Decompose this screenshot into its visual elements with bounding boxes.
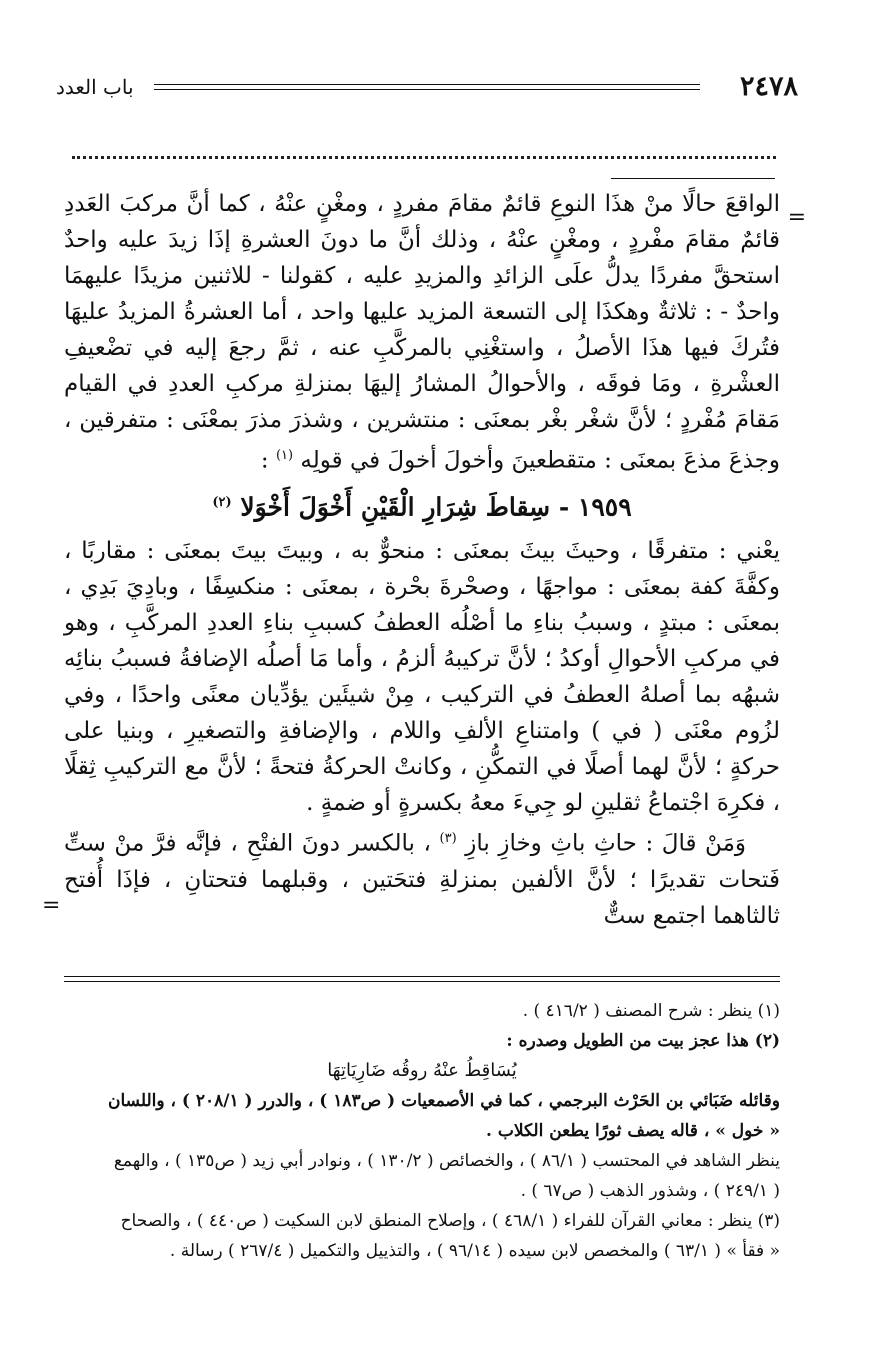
text-line: بمنزلةِ مركبِ العددِ في القيام مَقامَ مُفْردٍ ؛ لأنَّ شغْر بغْر بمعنَى : منتشرين ، وشذرَ مذرَ	[64, 371, 781, 433]
text-line: تقديرًا ؛ لأنَّ الألفين بمنزلةِ فتحَتين ، وقبلهما فتحتانِ ، فإذَا أُفتح ثالثاهما اجتمع ستٌّ	[64, 866, 780, 929]
text-line: مقامَ مفْردٍ ، ومغْنٍ عنْهُ ، وذلك أنَّ ما دونَ العشرةِ إذَا زيدَ عليه واحدٌ استحقَّ مفردًا	[64, 227, 780, 289]
footnote-1: (١) ينظر : شرح المصنف ( ٤١٦/٢ ) .	[522, 1001, 780, 1021]
footnote-2-line-c: ينظر الشاهد في المحتسب ( ٨٦/١ ) ، والخصائص ( ١٣٠/٢ ) ، ونوادر أبي زيد ( ص١٣٥ ) ، والهمع	[113, 1151, 780, 1171]
text-line: إلى التسعة المزيد عليها واحد ، أما العشرةُ المزيدُ عليهَا فتُركَ فيها هذَا الأصلُ ، واستغْنِي	[64, 299, 780, 361]
footnote-2-line-a: وقائله ضَبَائي بن الحَرْث البرجمي ، كما في الأصمعيات ( ص١٨٣ ) ، والدرر ( ٢٠٨/١ ) ، واللسان	[108, 1091, 780, 1111]
verse-text: ١٩٥٩ - سِقاطَ شِرَارِ الْقَيْنِ أَخْوَلَ أَخْوَلا	[240, 491, 632, 521]
text-line: الأحوالِ أوكدُ ؛ لأنَّ تركيبهُ ألزمُ ، وأما مَا أصلُه الإضافةُ فسببُ بنائِه شبهُه بما أصلهُ	[64, 645, 781, 708]
footnote-rule	[64, 976, 780, 982]
dotted-separator	[72, 140, 776, 159]
text-line: وامتناعِ الألفِ واللام ، والإضافةِ والتصغيرِ ، وبنيا على حركةٍ ؛ لأنَّ لهما أصلًا في	[64, 717, 781, 780]
text-line: يعْني : متفرقًا ، وحيثَ بيثَ بمعنَى : منحوٌّ به ، وبيتَ بيتَ بمعنَى : مقاربًا ، وكفَّةَ	[64, 537, 780, 600]
text-line: بالمركَّبِ عنه ، ثمَّ رجعَ إليه في تضْعيفِ العشْرةِ ، ومَا فوقَه ، والأحوالُ المشارُ إليهَا	[64, 335, 780, 397]
text-line: جِيءَ معهُ بكسرةٍ أو ضمةٍ .	[306, 789, 558, 816]
colon: :	[260, 447, 269, 474]
short-rule	[611, 178, 775, 179]
continuation-mark-top: =	[787, 205, 806, 230]
text-line: العطفُ في التركيب ، مِنْ شيئَين يؤدِّيان معنًى واحدًا ، وفي لزُوم معْنَى ( في )	[64, 681, 781, 744]
page-header	[56, 70, 798, 104]
text-line: التمكُّنِ ، وكانتْ الحركةُ فتحةً ؛ لأنَّ مع التركيبِ ثِقلًا ، فكرِهَ اجْتماعُ ثقلينِ لو	[64, 753, 780, 816]
continuation-mark-bottom: =	[42, 892, 61, 918]
footnote-marker-3: (٣)	[439, 830, 457, 846]
paragraph-2	[64, 533, 780, 821]
footnote-2-line-b: « خول » ، قاله يصف ثورًا يطعن الكلاب .	[486, 1121, 780, 1141]
text-line: يدلُّ علَى الزائدِ والمزيدِ عليه ، كقولنا - للاثنين مزيدًا عليهمَا واحدٌ - : ثلاثةٌ وهكذَا	[64, 263, 781, 325]
footnote-3-line-a: (٣) ينظر : معاني القرآن للفراء ( ٤٦٨/١ ) ، وإصلاح المنطق لابن السكيت ( ص٤٤٠ ) ، والصحاح	[120, 1211, 780, 1231]
running-title: باب العدد	[56, 75, 134, 99]
main-text	[42, 186, 806, 934]
footnotes	[64, 996, 780, 1266]
footnote-2-head: (٢) هذا عجز بيت من الطويل وصدره :	[506, 1031, 780, 1051]
header-rule	[154, 84, 700, 90]
footnote-2-line-d: ( ٢٤٩/١ ) ، وشذور الذهب ( ص٦٧ ) .	[520, 1181, 780, 1201]
footnote-2-verse: يُسَاقِطُ عنْهُ روقُه ضَارِيَاتِهَا	[327, 1060, 517, 1081]
paragraph-1	[64, 186, 780, 479]
text-line: الواقعَ حالًا منْ هذَا النوعِ قائمٌ مقامَ مفردٍ ، ومغْنٍ عنْهُ ، كما أنَّ مركبَ العَددِ قائمٌ	[64, 191, 780, 253]
text-line: مبتدٍ ، وسببُ بناءِ ما أصْلُه العطفُ كسببِ بناءِ العددِ المركَّبِ ، وهو في مركبِ	[64, 609, 780, 672]
text-line: بمعْنَى : متفرقين ، وجذعَ مذعَ بمعنَى : متقطعينَ وأخولَ أخولَ في قولِه	[64, 407, 780, 474]
paragraph-3	[64, 821, 780, 934]
footnote-marker-1: (١)	[275, 448, 294, 463]
text-line: وَمَنْ قالَ : حاثِ باثِ وخازِ بازِ	[465, 830, 746, 857]
verse-line	[64, 485, 780, 525]
footnote-marker-2: (٢)	[212, 494, 232, 510]
text-line: كفة بمعنَى : مواجهًا ، وصحْرةَ بحْرة ، بمعنَى : منكسِفًا ، وبادِيَ بَدِي ، بمعنَى :	[64, 573, 780, 636]
footnote-3-line-b: « فقأ » ( ٦٣/١ ) والمخصص لابن سيده ( ٩٦/١٤ ) ، والتذييل والتكميل ( ٢٦٧/٤ ) رسالة .	[169, 1241, 780, 1261]
page-number: ٢٤٧٨	[739, 71, 798, 102]
text-line: ، بالكسر دونَ الفتْحِ ، فإنَّه فرَّ منْ ستِّ فَتحات	[64, 830, 780, 893]
